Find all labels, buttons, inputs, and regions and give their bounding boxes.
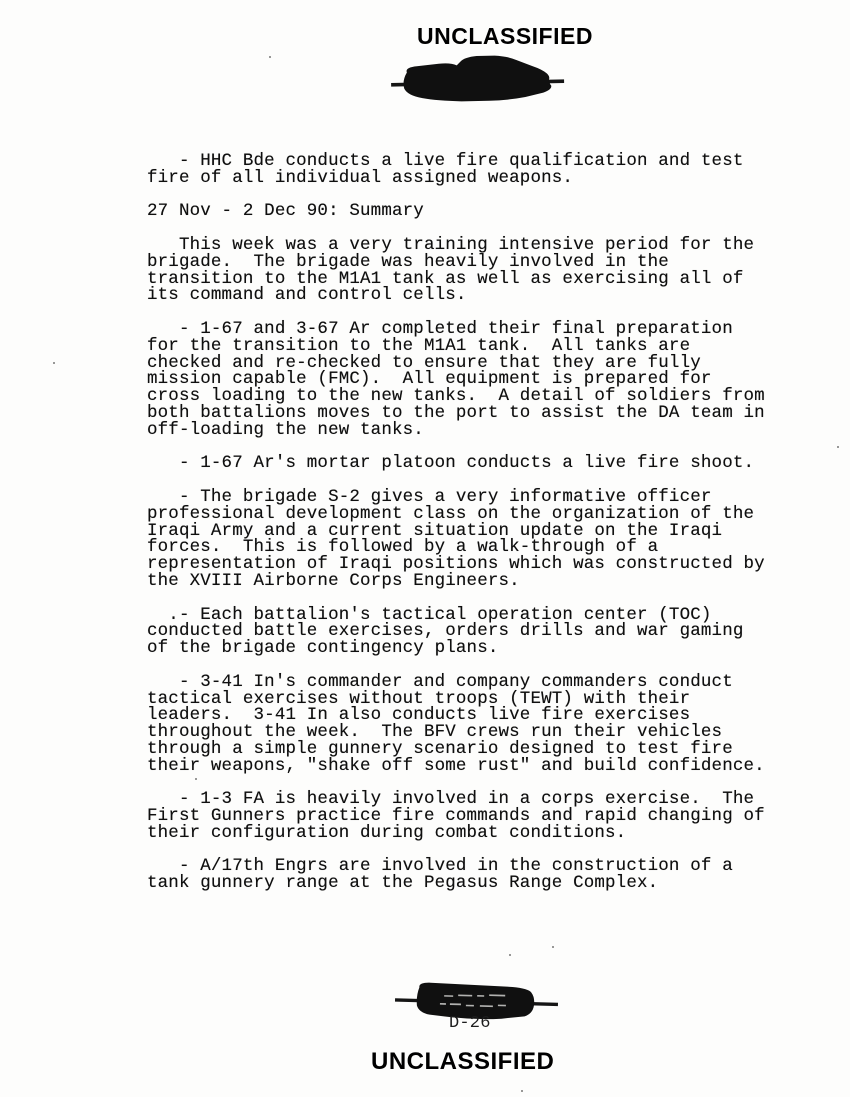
document-line: for the transition to the M1A1 tank. All tanks are [147,335,691,356]
document-body [147,153,765,892]
document-line: representation of Iraqi positions which was constructed by [147,554,765,575]
document-line: tactical exercises without troops (TEWT) with their [147,688,691,709]
document-line: - 3-41 In's commander and company commanders conduct [147,671,733,692]
document-line: - 1-67 Ar's mortar platoon conducts a live fire shoot. [147,453,755,474]
document-line: fire of all individual assigned weapons. [147,167,574,188]
document-line: brigade. The brigade was heavily involved in the [147,251,669,272]
document-line: both battalions moves to the port to assist the DA team in [147,402,765,423]
document-line: - HHC Bde conducts a live fire qualification and test [147,151,744,171]
document-line: This week was a very training intensive period for the [147,234,755,255]
document-line [147,590,765,607]
document-line: their configuration during combat conditions. [147,822,627,843]
document-line: leaders. 3-41 In also conducts live fire exercises [147,705,691,726]
scan-speck [552,946,554,948]
document-line: tank gunnery range at the Pegasus Range Complex. [147,873,659,894]
document-line: through a simple gunnery scenario designed to test fire [147,738,733,759]
scan-speck [195,778,197,780]
scan-speck [521,1090,523,1092]
classification-header: UNCLASSIFIED [417,23,593,49]
document-line: forces. This is followed by a walk-through of a [147,537,659,558]
scan-speck [53,362,55,364]
document-line: Iraqi Army and a current situation update on the Iraqi [147,520,723,541]
classification-footer: UNCLASSIFIED [371,1048,555,1075]
document-line: transition to the M1A1 tank as well as exercising all of [147,268,744,289]
document-line: their weapons, "shake off some rust" and build confidence. [147,755,765,776]
scan-speck [269,56,271,58]
document-line: .- Each battalion's tactical operation center (TOC) [147,604,712,625]
page-number: D-26 [449,1014,491,1033]
document-line: checked and re-checked to ensure that they are fully [147,352,701,373]
document-line: off-loading the new tanks. [147,419,424,440]
document-line: - A/17th Engrs are involved in the construction of a [147,856,733,877]
document-line: First Gunners practice fire commands and rapid changing of [147,806,765,827]
document-line: professional development class on the organization of the [147,503,755,524]
redaction-blot-top-icon [377,48,577,108]
document-line: mission capable (FMC). All equipment is prepared for [147,369,712,390]
scan-speck [509,954,511,956]
document-line: - 1-67 and 3-67 Ar completed their final preparation [147,318,733,339]
document-line: - The brigade S-2 gives a very informative officer [147,486,712,507]
document-line: of the brigade contingency plans. [147,638,499,659]
document-line: throughout the week. The BFV crews run their vehicles [147,722,723,743]
document-line: cross loading to the new tanks. A detail of soldiers from [147,386,765,407]
document-line: - 1-3 FA is heavily involved in a corps exercise. The [147,789,755,810]
document-line: the XVIII Airborne Corps Engineers. [147,570,520,591]
scan-speck [837,446,839,448]
document-line: 27 Nov - 2 Dec 90: Summary [147,201,424,222]
document-line: its command and control cells. [147,285,467,306]
document-line: conducted battle exercises, orders drills and war gaming [147,621,744,642]
